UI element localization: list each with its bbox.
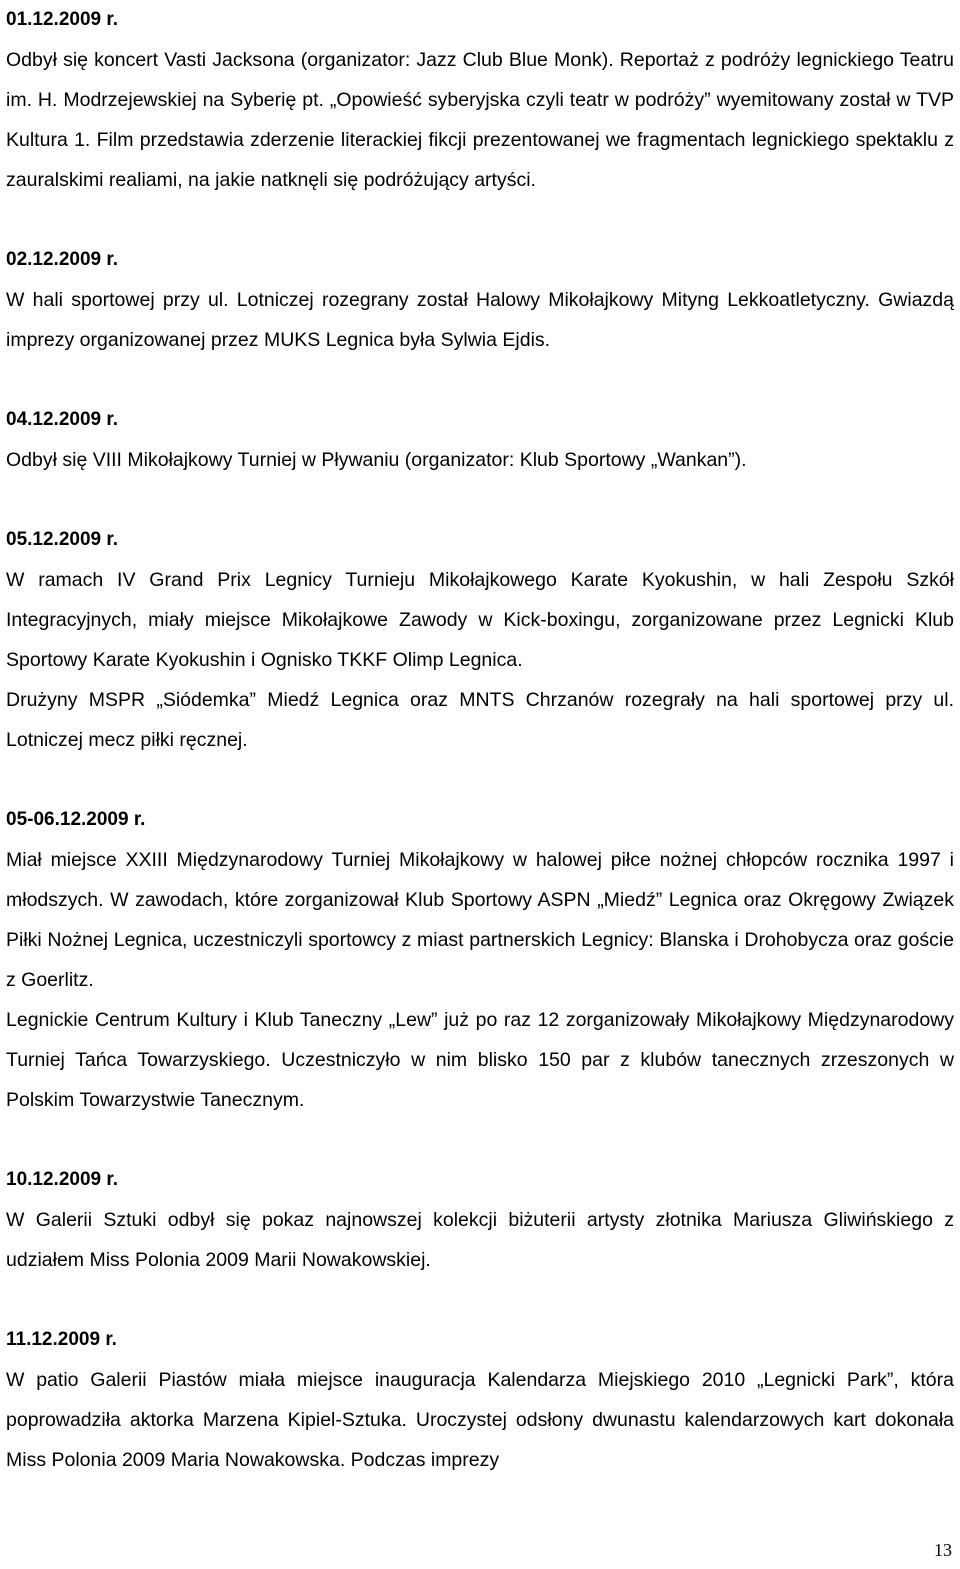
spacer: [6, 360, 954, 400]
document-page: [6, 0, 954, 1480]
entry-date: 02.12.2009 r.: [6, 249, 118, 270]
entry-2009-12-01: [6, 0, 954, 200]
entry-2009-12-10: [6, 1160, 954, 1280]
spacer: [6, 760, 954, 800]
entry-paragraph: W hali sportowej przy ul. Lotniczej rozegrany został Halowy Mikołajkowy Mityng Lekkoatletyczny. Gwiazdą imprezy organizowanej przez MUKS Legnica była Sylwia Ejdis.: [6, 289, 954, 351]
entry-paragraph: W Galerii Sztuki odbył się pokaz najnowszej kolekcji biżuterii artysty złotnika Mariusza Gliwińskiego z udziałem Miss Polonia 2009 Marii Nowakowskiej.: [6, 1209, 954, 1271]
entry-2009-12-05: [6, 520, 954, 760]
entry-2009-12-02: [6, 240, 954, 360]
entry-paragraph: Odbył się VIII Mikołajkowy Turniej w Pływaniu (organizator: Klub Sportowy „Wankan”).: [6, 449, 747, 471]
entry-paragraph: W ramach IV Grand Prix Legnicy Turnieju Mikołajkowego Karate Kyokushin, w hali Zespołu Szkół Integracyjnych, miały miejsce Mikołajkowe Zawody w Kick-boxingu, zorganizowane przez Legnicki Klub Sportowy Karate Kyokushin i Ognisko TKKF Olimp Legnica.: [6, 569, 954, 671]
spacer: [6, 1120, 954, 1160]
entry-paragraph: Miał miejsce XXIII Międzynarodowy Turniej Mikołajkowy w halowej piłce nożnej chłopców rocznika 1997 i młodszych. W zawodach, które zorganizował Klub Sportowy ASPN „Miedź” Legnica oraz Okręgowy Związek Piłki Nożnej Legnica, uczestniczyli sportowcy z miast partnerskich Legnicy: Blanska i Drohobycza oraz goście z Goerlitz.: [6, 849, 954, 991]
spacer: [6, 200, 954, 240]
entry-2009-12-05-06: [6, 800, 954, 1120]
entry-2009-12-11: [6, 1320, 954, 1480]
page-number: 13: [934, 1540, 952, 1560]
entry-paragraph: Odbył się koncert Vasti Jacksona (organizator: Jazz Club Blue Monk). Reportaż z podróży legnickiego Teatru im. H. Modrzejewskiej na Syberię pt. „Opowieść syberyjska czyli teatr w podróży” wyemitowany został w TVP Kultura 1. Film przedstawia zderzenie literackiej fikcji prezentowanej we fragmentach legnickiego spektaklu z zauralskimi realiami, na jakie natknęli się podróżujący artyści.: [6, 49, 954, 191]
entry-date: 05-06.12.2009 r.: [6, 809, 146, 830]
entry-paragraph: W patio Galerii Piastów miała miejsce inauguracja Kalendarza Miejskiego 2010 „Legnicki Park”, która poprowadziła aktorka Marzena Kipiel-Sztuka. Uroczystej odsłony dwunastu kalendarzowych kart dokonała Miss Polonia 2009 Maria Nowakowska. Podczas imprezy: [6, 1369, 954, 1471]
entry-date: 01.12.2009 r.: [6, 9, 118, 30]
entry-date: 05.12.2009 r.: [6, 529, 118, 550]
entry-date: 10.12.2009 r.: [6, 1169, 118, 1190]
entry-date: 11.12.2009 r.: [6, 1329, 117, 1350]
spacer: [6, 1280, 954, 1320]
entry-2009-12-04: [6, 400, 954, 480]
spacer: [6, 480, 954, 520]
entry-paragraph: Legnickie Centrum Kultury i Klub Taneczny „Lew” już po raz 12 zorganizowały Mikołajkowy Międzynarodowy Turniej Tańca Towarzyskiego. Uczestniczyło w nim blisko 150 par z klubów tanecznych zrzeszonych w Polskim Towarzystwie Tanecznym.: [6, 1009, 954, 1111]
entry-paragraph: Drużyny MSPR „Siódemka” Miedź Legnica oraz MNTS Chrzanów rozegrały na hali sportowej przy ul. Lotniczej mecz piłki ręcznej.: [6, 689, 954, 751]
entry-date: 04.12.2009 r.: [6, 409, 118, 430]
